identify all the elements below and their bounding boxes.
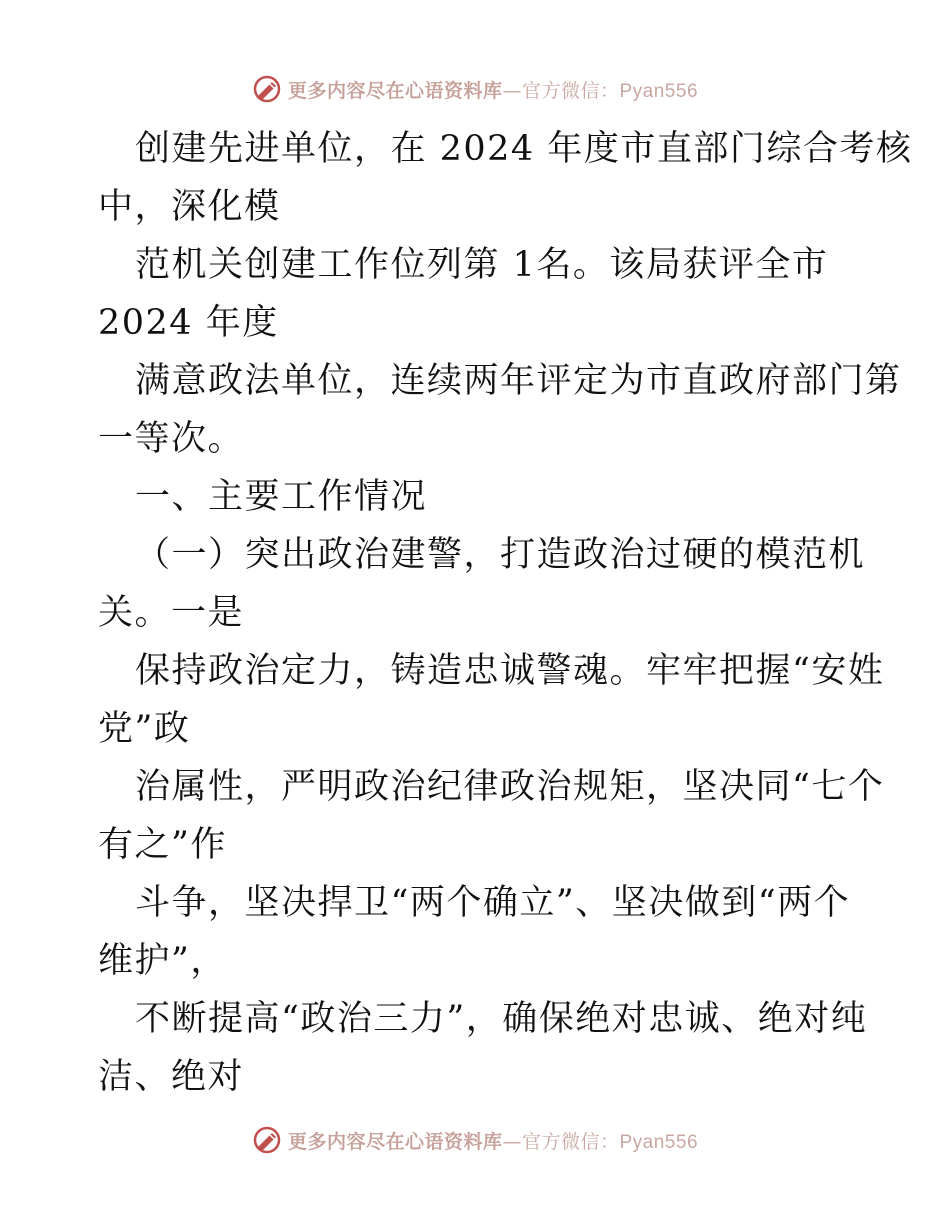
text-line: 2024 年度: [98, 303, 279, 343]
pen-logo-icon: [252, 74, 282, 104]
watermark-text: [288, 1127, 698, 1154]
text-line: 不断提高“政治三力”，确保绝对忠诚、绝对纯: [135, 999, 868, 1039]
text-line: 维护”，: [98, 941, 227, 981]
text-line: 有之”作: [98, 825, 227, 865]
watermark-main: 更多内容尽在心语资料库: [287, 1130, 503, 1153]
text-line: 范机关创建工作位列第 1名。该局获评全市: [135, 245, 829, 285]
watermark-main: 更多内容尽在心语资料库: [287, 79, 503, 102]
text-line: 斗争，坚决捍卫“两个确立”、坚决做到“两个: [135, 883, 851, 923]
pen-logo-icon: [252, 1125, 282, 1155]
text-line: （一）突出政治建警，打造政治过硬的模范机: [135, 535, 866, 575]
watermark-id: Pyan556: [619, 1131, 699, 1153]
watermark-id: Pyan556: [619, 80, 699, 102]
text-line: 保持政治定力，铸造忠诚警魂。牢牢把握“安姓: [135, 651, 885, 691]
watermark-separator: —: [502, 79, 522, 102]
section-heading: 一、主要工作情况: [135, 477, 428, 517]
text-line: 洁、绝对: [98, 1057, 245, 1097]
document-body: [98, 120, 913, 1106]
text-line: 满意政法单位，连续两年评定为市直政府部门第: [135, 361, 902, 401]
text-line: 党”政: [98, 709, 191, 749]
text-line: 创建先进单位，在 2024 年度市直部门综合考核: [135, 129, 913, 169]
text-line: 关。一是: [98, 593, 245, 633]
watermark-bottom: [0, 1123, 950, 1157]
text-line: 一等次。: [98, 419, 245, 459]
watermark-text: [288, 76, 698, 103]
text-line: 中，深化模: [98, 187, 281, 227]
watermark-separator: —: [502, 1130, 522, 1153]
text-line: 治属性，严明政治纪律政治规矩，坚决同“七个: [135, 767, 885, 807]
watermark-label: 官方微信：: [521, 1130, 620, 1153]
watermark-label: 官方微信：: [521, 79, 620, 102]
watermark-top: [0, 72, 950, 106]
